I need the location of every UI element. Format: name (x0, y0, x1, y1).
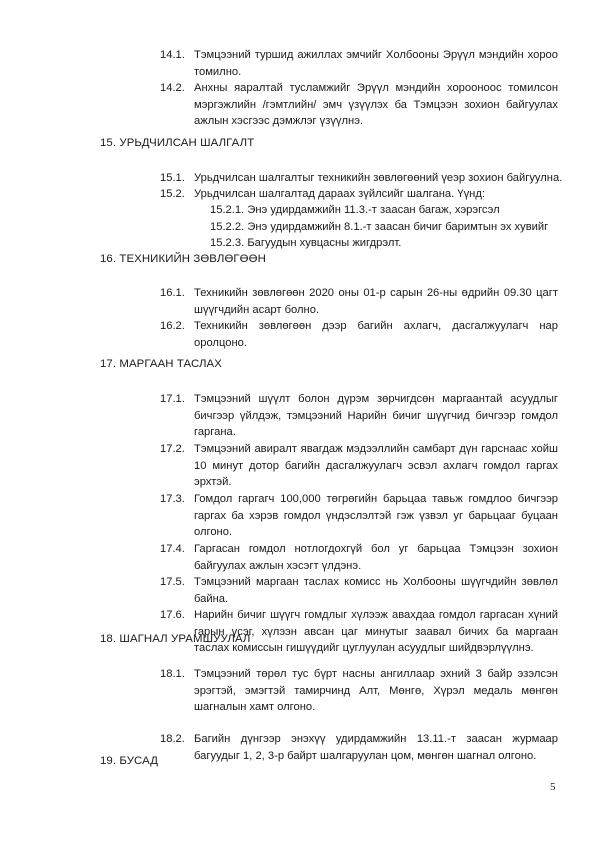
clause-17-4 (160, 541, 558, 574)
clause-text: Тэмцээний шүүлт болон дүрэм зөрчигдсөн маргаантай асуудлыг бичгээр үйлдэж, тэмцээний Нарийн бичиг шүүгчид бичгээр гомдол гаргана. (194, 393, 558, 439)
section-heading-19: 19. БУСАД (100, 755, 159, 767)
clause-text: Техникийн зөвлөгөөн 2020 оны 01-р сарын 26-ны өдрийн 09.30 цагт шүүгчдийн асарт болно. (194, 287, 558, 316)
clause-16-2 (160, 318, 558, 351)
clause-text: Урьдчилсан шалгалтыг техникийн зөвлөгөөний үеэр зохион байгуулна. (194, 172, 563, 184)
clause-text: Тэмцээний туршид ажиллах эмчийг Холбооны Эрүүл мэндийн хороо томилно. (194, 49, 558, 78)
section-heading-18: 18. ШАГНАЛ УРАМШУУЛАЛ (100, 633, 251, 645)
subclause-15-2-1: 15.2.1. Энэ удирдамжийн 11.3.-т заасан багаж, хэрэгсэл (210, 204, 500, 216)
clause-18-2 (160, 731, 558, 764)
clause-text: Техникийн зөвлөгөөн дээр багийн ахлагч, дасгалжуулагч нар оролцоно. (194, 320, 558, 349)
clause-number: 16.1. (160, 287, 185, 299)
clause-text: Тэмцээний төрөл тус бүрт насны ангиллаар эхний 3 байр эзэлсэн эрэгтэй, эмэгтэй тамирчинд Алт, Мөнгө, Хүрэл медаль мөнгөн шагналын хамт олгоно. (194, 668, 558, 714)
clause-number: 17.1. (160, 393, 185, 405)
clause-17-3 (160, 491, 558, 541)
section-heading-15: 15. УРЬДЧИЛСАН ШАЛГАЛТ (100, 137, 255, 149)
clause-17-2 (160, 441, 558, 491)
clause-number: 17.2. (160, 443, 185, 455)
clause-number: 16.2. (160, 320, 185, 332)
clause-number: 17.6. (160, 609, 185, 621)
clause-number: 15.2. (160, 188, 185, 200)
clause-15-2 (160, 186, 558, 203)
clause-17-1 (160, 391, 558, 441)
section-heading-17: 17. МАРГААН ТАСЛАХ (100, 358, 222, 370)
clause-text: Тэмцээний авиралт явагдаж мэдээллийн самбарт дүн гарснаас хойш 10 минут дотор багийн дасгалжуулагч эсвэл ахлагч гомдол гаргах эрхтэй. (194, 443, 558, 489)
clause-17-6 (160, 607, 558, 657)
clause-number: 18.1. (160, 668, 185, 680)
clause-18-1 (160, 666, 558, 716)
clause-text: Тэмцээний маргаан таслах комисс нь Холбооны шүүгчдийн зөвлөл байна. (194, 576, 558, 605)
clause-number: 14.1. (160, 49, 185, 61)
subclause-15-2-3: 15.2.3. Багуудын хувцасны жигдрэлт. (210, 237, 402, 249)
clause-text: Багийн дүнгээр энэхүү удирдамжийн 13.11.-т заасан журмаар багуудыг 1, 2, 3-р байрт шалгаруулан цом, мөнгөн шагнал олгоно. (194, 733, 558, 762)
clause-14-1 (160, 47, 558, 80)
clause-17-5 (160, 574, 558, 607)
clause-number: 15.1. (160, 172, 185, 184)
clause-16-1 (160, 285, 558, 318)
section-heading-16: 16. ТЕХНИКИЙН ЗӨВЛӨГӨӨН (100, 253, 266, 265)
clause-number: 17.5. (160, 576, 185, 588)
page-number: 5 (550, 781, 556, 793)
clause-number: 18.2. (160, 733, 185, 745)
clause-text: Урьдчилсан шалгалтад дараах зүйлсийг шалгана. Үүнд: (194, 188, 485, 200)
clause-14-2 (160, 80, 558, 130)
clause-text: Анхны яаралтай тусламжийг Эрүүл мэндийн хорооноос томилсон мэргэжлийн /гэмтлийн/ эмч үзүүлэх ба Тэмцээн зохион байгуулах ажлын хэсгээс дэмжлэг үзүүлнэ. (194, 82, 558, 128)
clause-15-1 (160, 170, 563, 187)
clause-number: 17.3. (160, 493, 185, 505)
clause-text: Нарийн бичиг шүүгч гомдлыг хүлээж авахдаа гомдол гаргасан хүний гарын үсэг, хүлээн авсан цаг минутыг заавал бичих ба маргаан таслах комиссын гишүүдийг цуглуулан асуудлыг шийдвэрлүүлнэ. (194, 609, 558, 655)
clause-text: Гомдол гаргагч 100,000 төгрөгийн барьцаа тавьж гомдлоо бичгээр гаргах ба хэрэв гомдол үндэслэлтэй гэж үзвэл уг барьцааг буцаан олгоно. (194, 493, 558, 539)
subclause-15-2-2: 15.2.2. Энэ удирдамжийн 8.1.-т заасан бичиг баримтын эх хувийг (210, 221, 549, 233)
clause-text: Гаргасан гомдол нотлогдохгүй бол уг барьцаа Тэмцээн зохион байгуулах ажлын хэсэгт үлдэнэ. (194, 543, 558, 572)
clause-number: 17.4. (160, 543, 185, 555)
clause-number: 14.2. (160, 82, 185, 94)
